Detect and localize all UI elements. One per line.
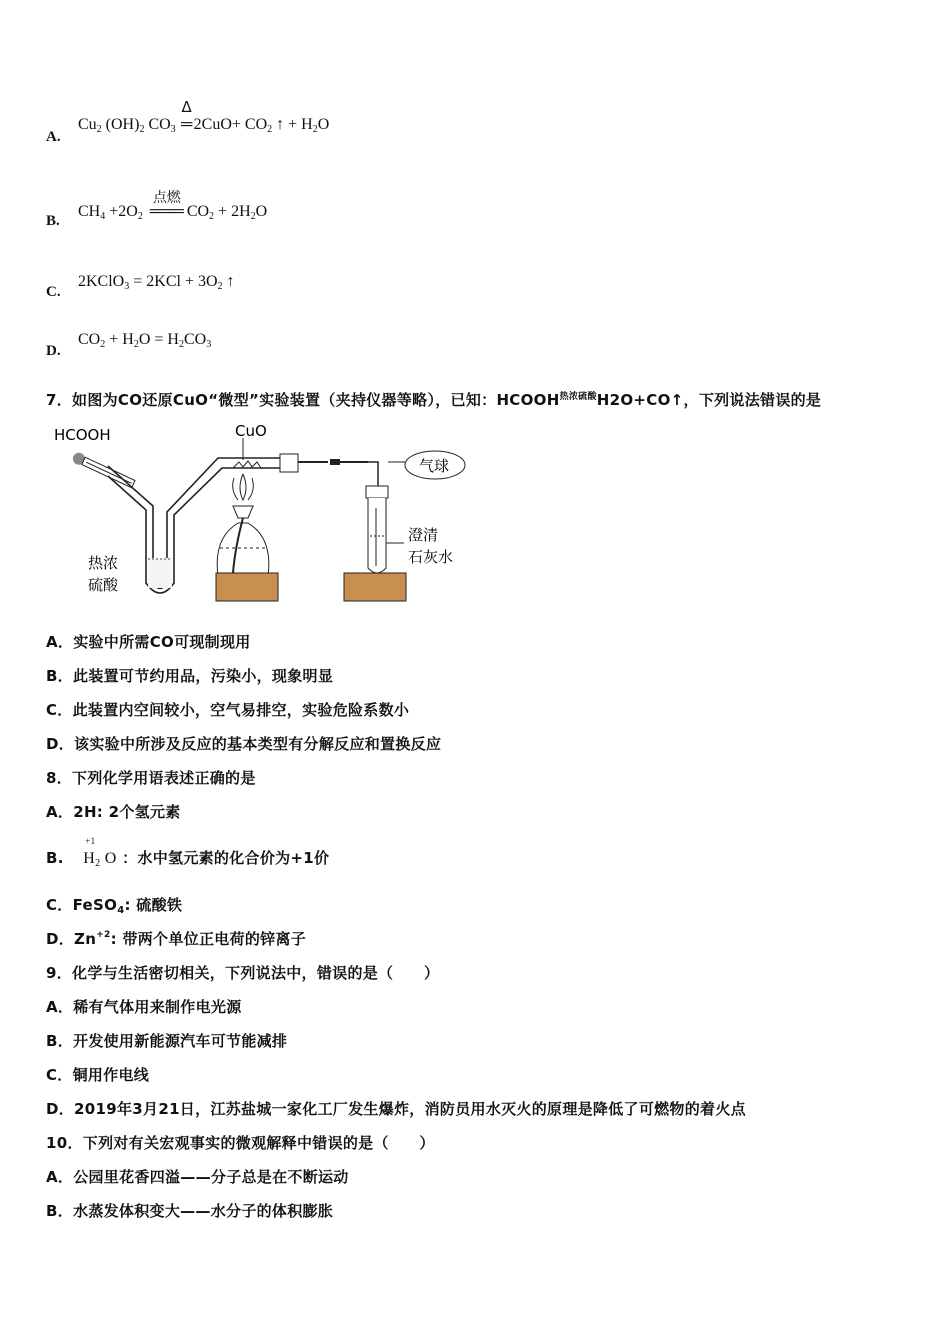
label-hcooh: HCOOH: [54, 426, 111, 444]
q8-option-b: B. +1 $H_2$ O ：水中氢元素的化合价为+1价: [46, 836, 330, 869]
equation-a: $Cu_2$ $(OH)_2$ $CO_3$ Δ ═2CuO+ $CO_2$ ↑ + $H_2O$: [78, 98, 330, 135]
label-lime-1: 澄清: [408, 526, 439, 544]
q10-option-a: A．公园里花香四溢——分子总是在不断运动: [46, 1168, 349, 1186]
q8-option-d: D．$Zn^{+2}$: 带两个单位正电荷的锌离子: [46, 930, 307, 948]
q10-option-b: B．水蒸发体积变大——水分子的体积膨胀: [46, 1202, 334, 1220]
option-letter-b: B.: [46, 213, 60, 229]
q10-stem: 10．下列对有关宏观事实的微观解释中错误的是（ ）: [46, 1134, 435, 1152]
equation-d: $CO_2 + H_2O = H_2CO_3$: [78, 331, 212, 350]
label-lime-2: 石灰水: [408, 548, 454, 566]
q9-option-d: D．2019年3月21日，江苏盐城一家化工厂发生爆炸，消防员用水灭火的原理是降低了可燃物的着火点: [46, 1100, 746, 1118]
option-letter-c: C.: [46, 284, 61, 300]
q9-option-c: C．铜用作电线: [46, 1066, 150, 1084]
equation-c: 2KClO$_3$ = $2KCl + 3O_2$ ↑: [78, 273, 235, 292]
q7-stem: 7．如图为CO还原CuO“微型”实验装置（夹持仪器等略），已知：$HCOOH^{热浓硫酸}H2O+CO↑$，下列说法错误的是: [46, 391, 822, 409]
label-acid-2: 硫酸: [88, 576, 119, 594]
equation-b: $CH_4 +2O_2$ 点燃 ═══ $CO_2 + 2H_2O$: [78, 190, 268, 222]
label-acid-1: 热浓: [88, 554, 119, 572]
q7-option-a: A．实验中所需CO可现制现用: [46, 633, 251, 651]
q8-stem: 8．下列化学用语表述正确的是: [46, 769, 256, 787]
q7-option-b: B．此装置可节约用品，污染小，现象明显: [46, 667, 334, 685]
q9-option-b: B．开发使用新能源汽车可节能减排: [46, 1032, 288, 1050]
dropper: [71, 451, 136, 490]
q9-stem: 9．化学与生活密切相关，下列说法中，错误的是（ ）: [46, 964, 440, 982]
valence-mark: +1: [85, 836, 96, 846]
q7-option-c: C．此装置内空间较小，空气易排空，实验危险系数小: [46, 701, 410, 719]
option-letter-a: A.: [46, 129, 61, 145]
label-cuo: CuO: [235, 422, 267, 440]
q8-option-a: A．2H: 2个氢元素: [46, 803, 181, 821]
apparatus-figure: [48, 418, 488, 608]
q9-option-a: A．稀有气体用来制作电光源: [46, 998, 242, 1016]
q7-option-d: D．该实验中所涉及反应的基本类型有分解反应和置换反应: [46, 735, 442, 753]
q8-option-c: C．FeSO$_4$: 硫酸铁: [46, 896, 183, 916]
option-letter-d: D.: [46, 343, 61, 359]
label-balloon: 气球: [419, 457, 450, 475]
